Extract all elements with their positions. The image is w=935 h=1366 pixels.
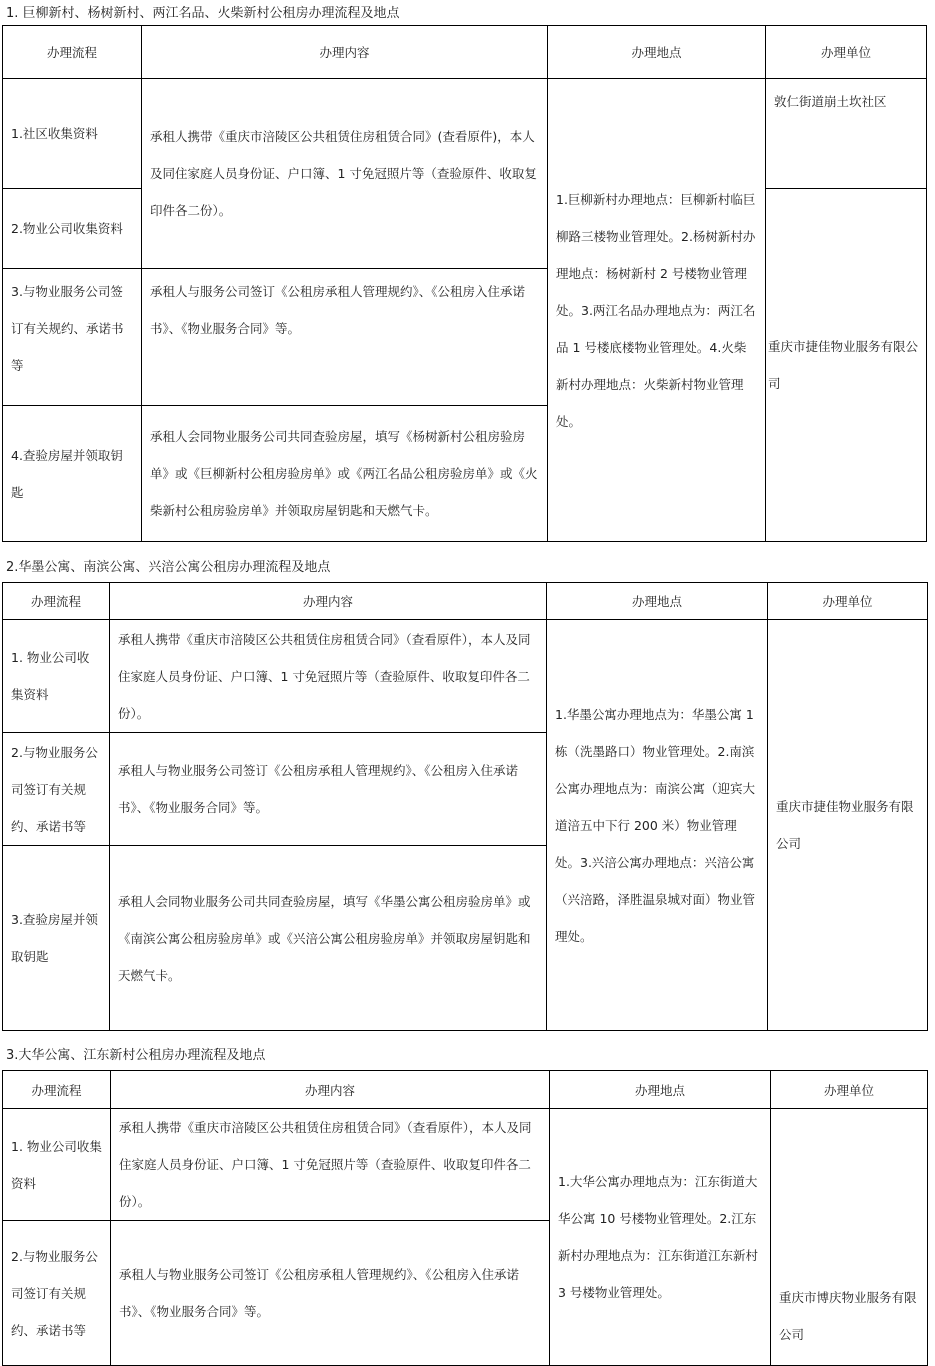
header-process: 办理流程 [3,26,142,79]
header-location: 办理地点 [550,1071,771,1109]
location-cell: 1.华墨公寓办理地点为：华墨公寓 1 栋（洗墨路口）物业管理处。2.南滨公寓办理地点为：南滨公寓（迎宾大道涪五中下行 200 米）物业管理处。3.兴涪公寓办理地点：兴涪公寓（兴涪路，泽胜温泉城对面）物业管理处。 [547,620,768,1031]
unit-cell: 重庆市捷佳物业服务有限公司 [766,189,927,542]
step-cell: 2.与物业服务公司签订有关规约、承诺书等 [3,1221,111,1366]
header-content: 办理内容 [110,583,547,620]
section-3-title: 3.大华公寓、江东新村公租房办理流程及地点 [6,1048,266,1063]
content-cell: 承租人与物业服务公司签订《公租房承租人管理规约》、《公租房入住承诺书》、《物业服务合同》等。 [110,733,547,846]
header-unit: 办理单位 [768,583,928,620]
step-cell: 2.与物业服务公司签订有关规约、承诺书等 [3,733,110,846]
section-1-table [2,25,927,542]
section-2-title: 2.华墨公寓、南滨公寓、兴涪公寓公租房办理流程及地点 [6,560,331,575]
content-cell: 承租人与服务公司签订《公租房承租人管理规约》、《公租房入住承诺书》、《物业服务合同》等。 [142,269,548,406]
section-3-table [2,1070,928,1366]
content-cell: 承租人会同物业服务公司共同查验房屋，填写《华墨公寓公租房验房单》或《南滨公寓公租房验房单》或《兴涪公寓公租房验房单》并领取房屋钥匙和天燃气卡。 [110,846,547,1031]
section-2-table [2,582,928,1031]
header-process: 办理流程 [3,1071,111,1109]
header-content: 办理内容 [111,1071,550,1109]
content-cell: 承租人会同物业服务公司共同查验房屋，填写《杨树新村公租房验房单》或《巨柳新村公租房验房单》或《两江名品公租房验房单》或《火柴新村公租房验房单》并领取房屋钥匙和天燃气卡。 [142,406,548,542]
step-cell: 3.与物业服务公司签订有关规约、承诺书等 [3,269,142,406]
step-cell: 2.物业公司收集资料 [3,189,142,269]
unit-cell: 重庆市捷佳物业服务有限公司 [768,620,928,1031]
step-cell: 4.查验房屋并领取钥匙 [3,406,142,542]
header-location: 办理地点 [548,26,766,79]
unit-cell: 敦仁街道崩土坎社区 [766,79,927,189]
unit-cell: 重庆市博庆物业服务有限公司 [771,1109,928,1366]
content-cell: 承租人与物业服务公司签订《公租房承租人管理规约》、《公租房入住承诺书》、《物业服务合同》等。 [111,1221,550,1366]
location-cell: 1.巨柳新村办理地点：巨柳新村临巨柳路三楼物业管理处。2.杨树新村办理地点：杨树新村 2 号楼物业管理处。3.两江名品办理地点为：两江名品 1 号楼底楼物业管理处。4.火柴新村办理地点：火柴新村物业管理处。 [548,79,766,542]
content-cell: 承租人携带《重庆市涪陵区公共租赁住房租赁合同》(查看原件)，本人及同住家庭人员身份证、户口簿、1 寸免冠照片等（查验原件、收取复印件各二份）。 [142,79,548,269]
content-cell: 承租人携带《重庆市涪陵区公共租赁住房租赁合同》（查看原件），本人及同住家庭人员身份证、户口簿、1 寸免冠照片等（查验原件、收取复印件各二份）。 [111,1109,550,1221]
section-1-title: 1. 巨柳新村、杨树新村、两江名品、火柴新村公租房办理流程及地点 [6,6,400,21]
header-unit: 办理单位 [771,1071,928,1109]
step-cell: 1. 物业公司收集资料 [3,620,110,733]
header-process: 办理流程 [3,583,110,620]
location-cell: 1.大华公寓办理地点为：江东街道大华公寓 10 号楼物业管理处。2.江东新村办理地点为：江东街道江东新村 3 号楼物业管理处。 [550,1109,771,1366]
header-location: 办理地点 [547,583,768,620]
step-cell: 1. 物业公司收集资料 [3,1109,111,1221]
step-cell: 3.查验房屋并领取钥匙 [3,846,110,1031]
step-cell: 1.社区收集资料 [3,79,142,189]
header-content: 办理内容 [142,26,548,79]
header-unit: 办理单位 [766,26,927,79]
content-cell: 承租人携带《重庆市涪陵区公共租赁住房租赁合同》（查看原件），本人及同住家庭人员身份证、户口簿、1 寸免冠照片等（查验原件、收取复印件各二份）。 [110,620,547,733]
